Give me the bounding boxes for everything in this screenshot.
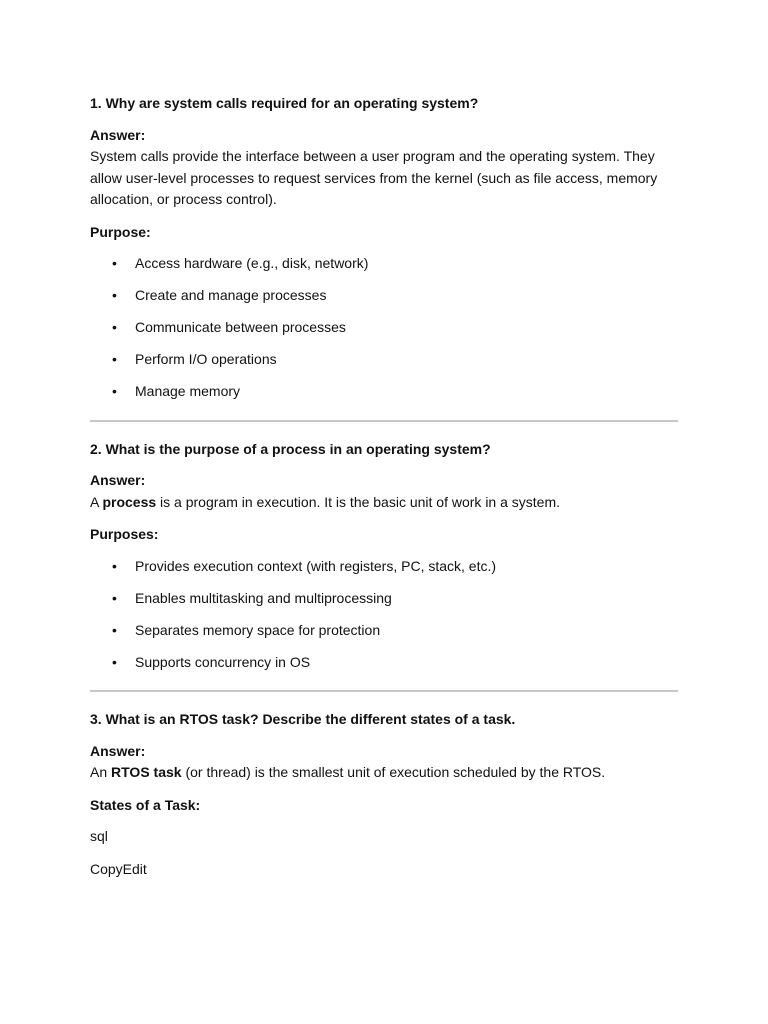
bullet-icon: • [112,287,117,303]
code-language-label: sql [90,828,108,844]
question-2-answer-text [90,492,678,514]
list-item-text: Separates memory space for protection [135,621,381,638]
question-2-purpose-list [90,556,678,674]
answer-text-pre: A [90,493,103,510]
answer-text-bold: RTOS task [111,764,182,780]
question-2-title: 2. What is the purpose of a process in an operating system? [90,440,491,457]
answer-text-pre: An [90,764,112,780]
list-item-text: Create and manage processes [135,287,327,303]
list-item [90,381,678,403]
bullet-icon: • [112,319,117,335]
list-item-text: Manage memory [135,383,241,399]
question-2 [90,439,678,674]
list-item-text: Communicate between processes [135,319,346,335]
bullet-icon: • [112,557,117,574]
bullet-icon: • [112,653,117,670]
list-item [90,588,678,610]
question-1-answer-label: Answer: [90,126,146,143]
question-3-answer-label: Answer: [90,742,146,759]
bullet-icon: • [112,351,117,367]
list-item [90,317,678,339]
list-item [90,652,678,674]
question-1-purpose-label: Purpose: [90,223,151,240]
copy-edit-button[interactable]: CopyEdit [90,860,147,877]
question-2-purpose-label: Purposes: [90,526,159,542]
list-item [90,285,678,307]
answer-text-post: is a program in execution. It is the basic unit of work in a system. [156,493,561,510]
list-item-text: Perform I/O operations [135,351,277,367]
document-page [90,93,678,891]
question-1-title: 1. Why are system calls required for an operating system? [90,95,479,111]
list-item [90,620,678,642]
question-2-answer-label: Answer: [90,472,146,488]
list-item [90,349,678,371]
bullet-icon: • [112,255,117,271]
question-3 [90,709,678,880]
bullet-icon: • [112,589,117,606]
list-item-text: Supports concurrency in OS [135,653,311,670]
question-1 [90,93,678,403]
question-3-states-label: States of a Task: [90,796,201,813]
section-divider-1 [90,420,678,422]
question-1-purpose-list [90,253,678,403]
answer-text-bold: process [102,493,157,510]
answer-text-post: (or thread) is the smallest unit of execution scheduled by the RTOS. [181,764,606,780]
list-item [90,253,678,275]
bullet-icon: • [112,621,117,638]
list-item-text: Provides execution context (with registers, PC, stack, etc.) [135,557,497,574]
question-3-title: 3. What is an RTOS task? Describe the different states of a task. [90,711,516,727]
section-divider-2 [90,690,678,692]
question-3-answer-text [90,762,678,784]
question-1-answer-text: System calls provide the interface between a user program and the operating system. They allow user-level processes to request services from the kernel (such as file access, memory allocation, or process control). [90,148,658,207]
bullet-icon: • [112,383,117,399]
list-item-text: Access hardware (e.g., disk, network) [135,255,369,271]
list-item-text: Enables multitasking and multiprocessing [135,589,392,606]
list-item [90,556,678,578]
